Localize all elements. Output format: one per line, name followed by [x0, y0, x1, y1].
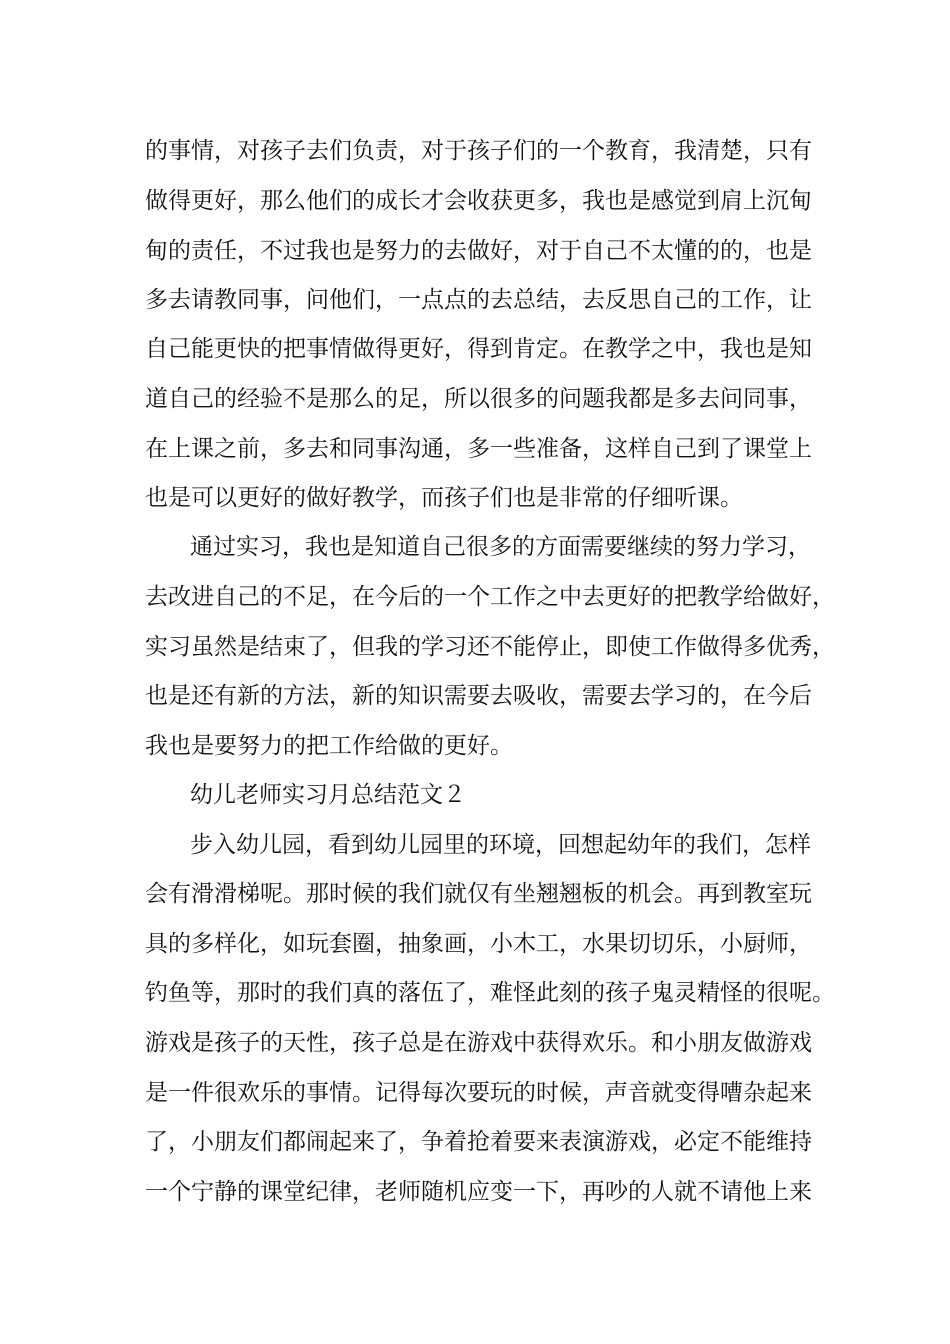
- paragraph-line: 甸的责任，不过我也是努力的去做好，对于自己不太懂的的，也是: [145, 238, 812, 264]
- paragraph-line: 也是还有新的方法，新的知识需要去吸收，需要去学习的，在今后: [145, 683, 812, 709]
- paragraph-line: 通过实习，我也是知道自己很多的方面需要继续的努力学习，: [190, 534, 811, 560]
- section-heading: 幼儿老师实习月总结范文２: [190, 782, 466, 808]
- paragraph-line: 做得更好，那么他们的成长才会收获更多，我也是感觉到肩上沉甸: [145, 188, 812, 214]
- paragraph-line: 游戏是孩子的天性，孩子总是在游戏中获得欢乐。和小朋友做游戏: [145, 1030, 812, 1056]
- paragraph-line: 自己能更快的把事情做得更好，得到肯定。在教学之中，我也是知: [145, 336, 812, 362]
- paragraph-line: 具的多样化，如玩套圈，抽象画，小木工，水果切切乐，小厨师，: [145, 931, 812, 957]
- paragraph-line: 钓鱼等，那时的我们真的落伍了，难怪此刻的孩子鬼灵精怪的很呢。: [145, 980, 835, 1006]
- paragraph-line: 道自己的经验不是那么的足，所以很多的问题我都是多去问同事，: [145, 386, 812, 412]
- paragraph-line: 的事情，对孩子去们负责，对于孩子们的一个教育，我清楚，只有: [145, 138, 812, 164]
- paragraph-line: 了，小朋友们都闹起来了，争着抢着要来表演游戏，必定不能维持: [145, 1129, 812, 1155]
- paragraph-line: 去改进自己的不足，在今后的一个工作之中去更好的把教学给做好，: [145, 584, 835, 610]
- paragraph-line: 是一件很欢乐的事情。记得每次要玩的时候，声音就变得嘈杂起来: [145, 1080, 812, 1106]
- paragraph-line: 多去请教同事，问他们，一点点的去总结，去反思自己的工作，让: [145, 287, 812, 313]
- paragraph-line: 步入幼儿园，看到幼儿园里的环境，回想起幼年的我们，怎样: [190, 832, 811, 858]
- paragraph-line: 我也是要努力的把工作给做的更好。: [145, 733, 513, 759]
- paragraph-line: 在上课之前，多去和同事沟通，多一些准备，这样自己到了课堂上: [145, 436, 812, 462]
- paragraph-line: 也是可以更好的做好教学，而孩子们也是非常的仔细听课。: [145, 485, 743, 511]
- paragraph-line: 实习虽然是结束了，但我的学习还不能停止，即使工作做得多优秀，: [145, 634, 835, 660]
- paragraph-line: 会有滑滑梯呢。那时候的我们就仅有坐翘翘板的机会。再到教室玩: [145, 881, 812, 907]
- paragraph-line: 一个宁静的课堂纪律，老师随机应变一下，再吵的人就不请他上来: [145, 1179, 812, 1205]
